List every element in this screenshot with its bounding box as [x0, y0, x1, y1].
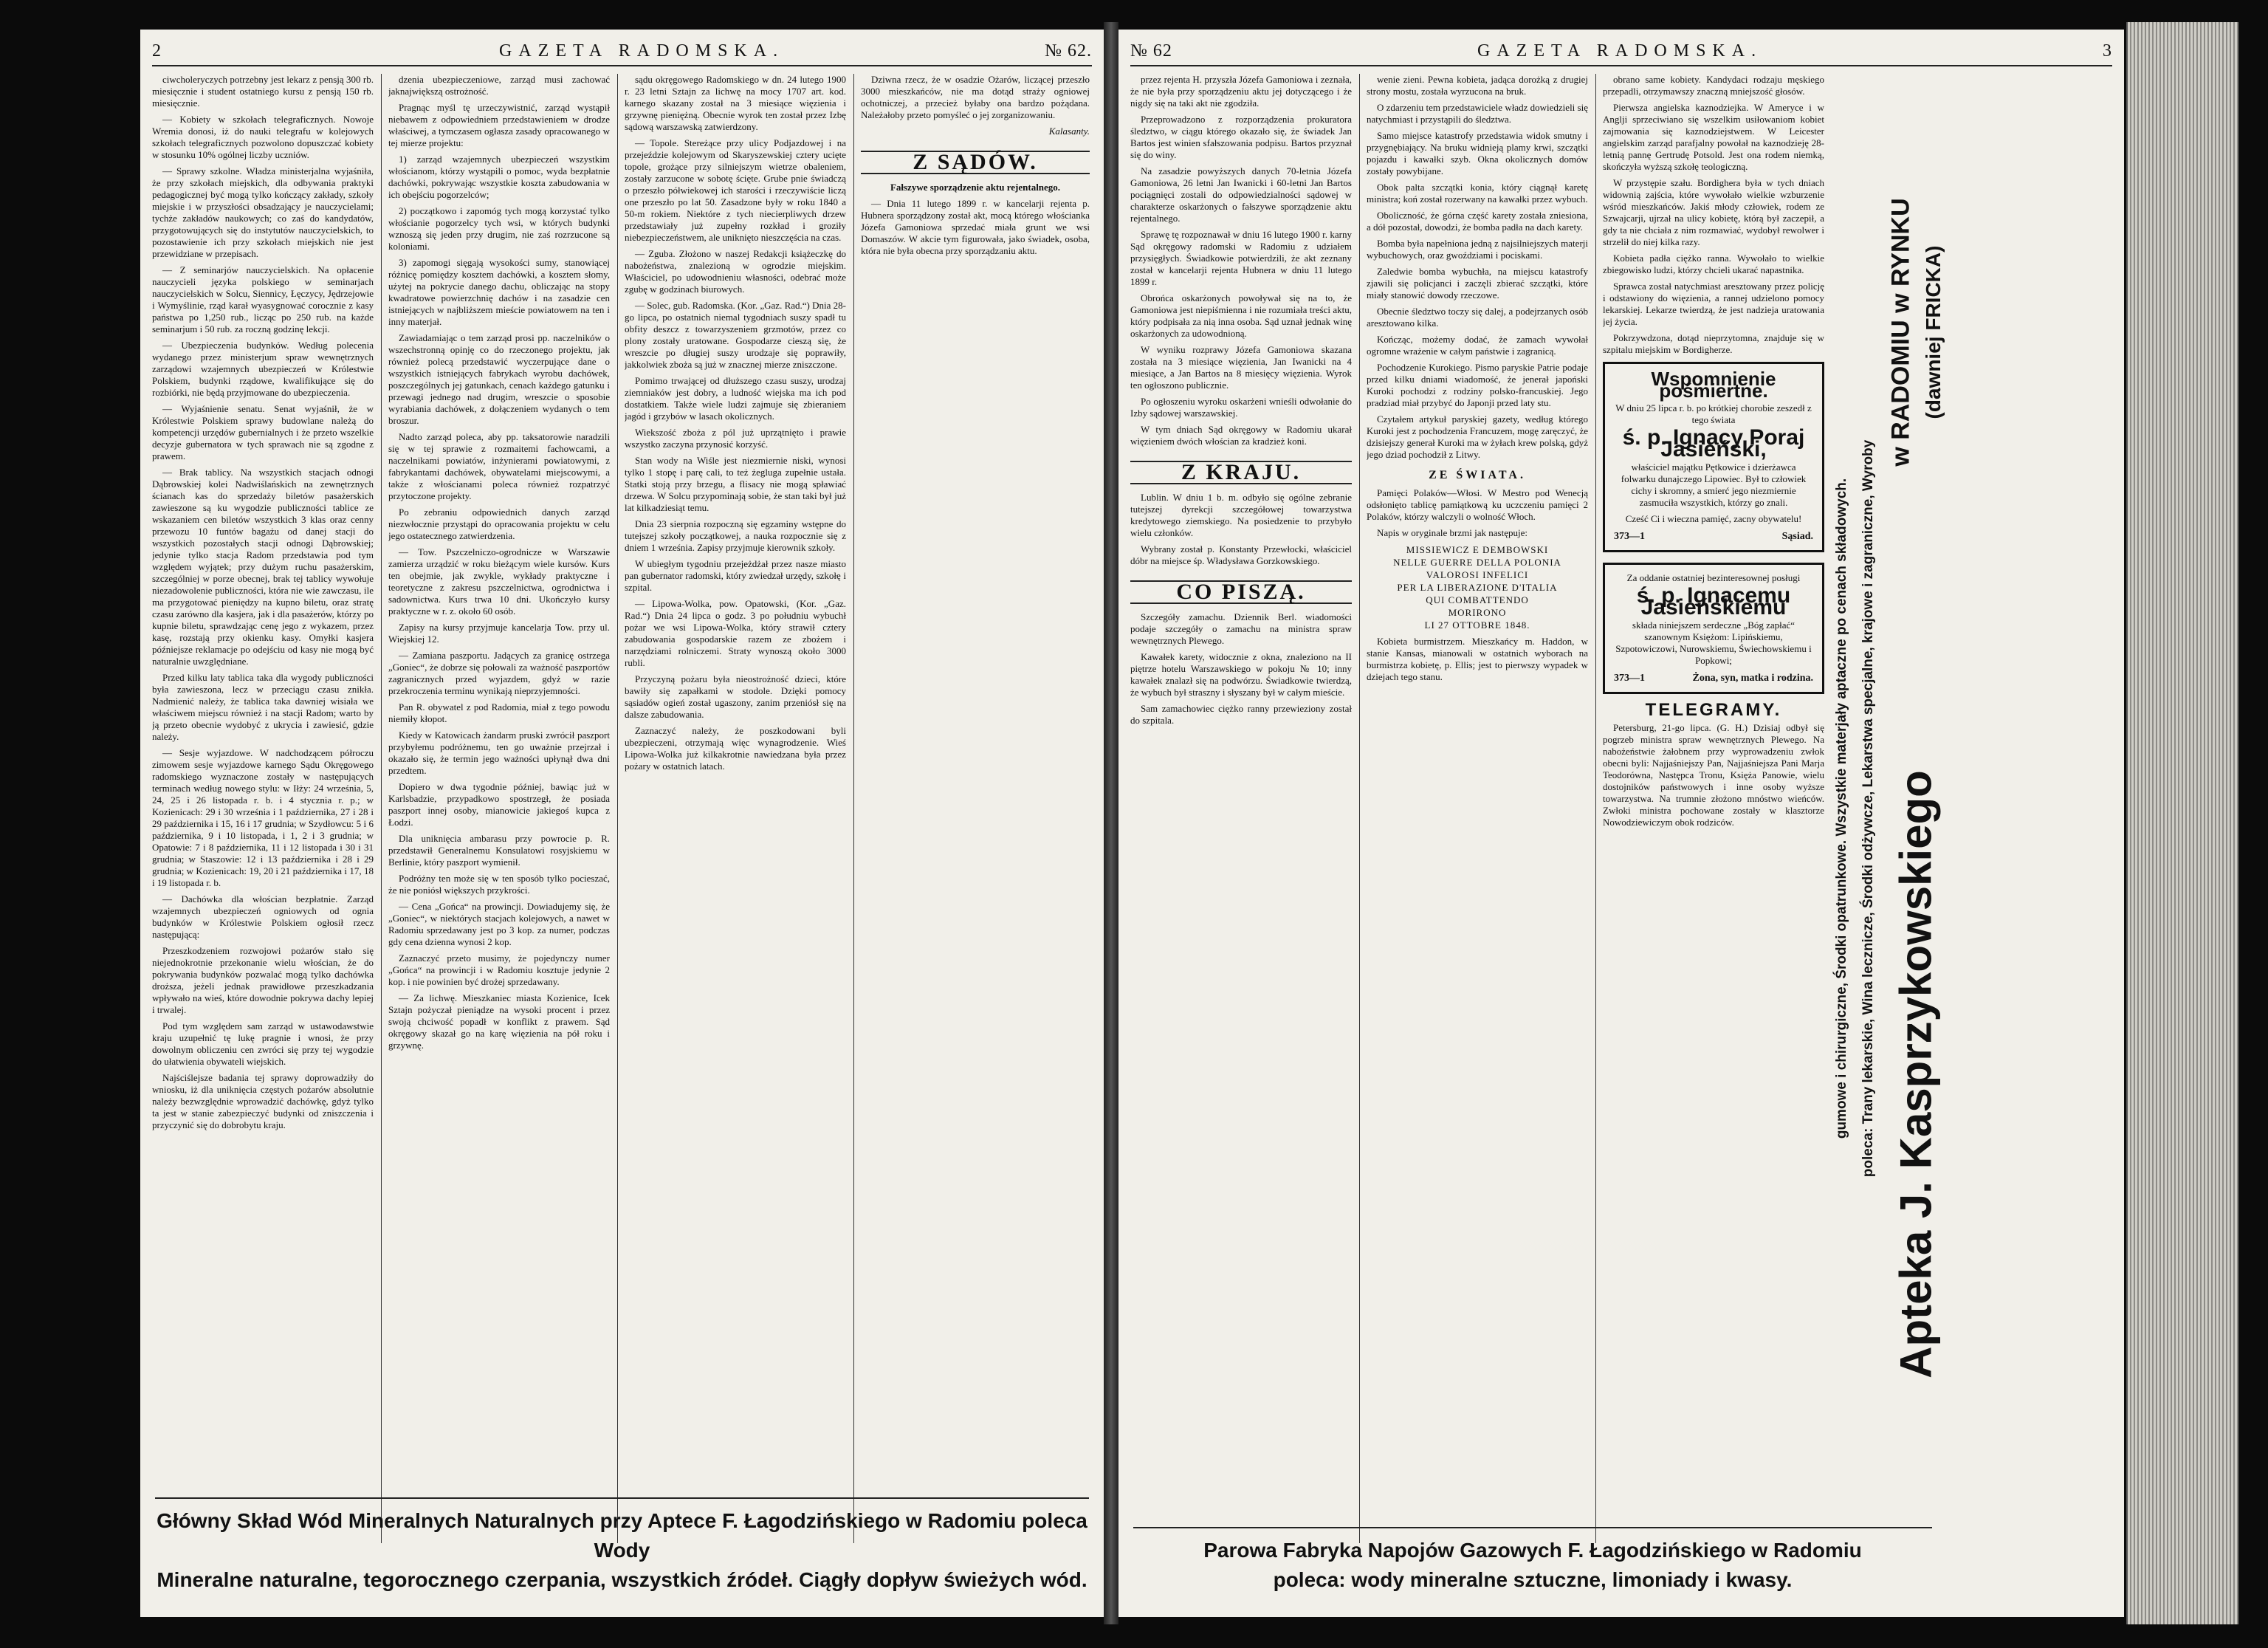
inscription-line: LI 27 OTTOBRE 1848.	[1424, 619, 1530, 631]
book-spine	[1104, 22, 1118, 1624]
thanks-deceased-name: ś. p. Ignacemu Jasieńskiemu	[1636, 583, 1791, 619]
article-paragraph: Pierwsza angielska kaznodziejka. W Ameryce i w Anglji sprzeciwiano się wszelkim usiłowaniom kobiet zajmowania się kaznodziejstwem. W Leicester angielskim zarząd parafjalny powołał na kaznodzieję 28-letnią pannę Gertrudę Potsold. Jest ona rodem niemką, skończyła wyższą szkołę teologiczną.	[1603, 102, 1824, 172]
article-paragraph: — Cena „Gońca“ na prowincji. Dowiadujemy się, że „Goniec“, w niektórych stacjach kolejowych, a nawet w Radomiu sprzedawany jest po 3 kop. za numer, podczas gdy cena dzienna wynosi 2 kop.	[388, 901, 610, 947]
products-line-2: gumowe i chirurgiczne, Środki opatrunkowe. Wszystkie materjały aptaczne po cenach składowych.	[1834, 478, 1849, 1139]
thanks-intro: Za oddanie ostatniej bezinteresownej posługi	[1626, 572, 1801, 583]
article-paragraph: W tym dniach Sąd okręgowy w Radomiu ukarał więzieniem dwóch włościan za kradzież koni.	[1130, 424, 1352, 447]
section-heading-z-kraju: Z KRAJU.	[1130, 461, 1352, 484]
section-heading-co-pisza: CO PISZĄ.	[1130, 580, 1352, 604]
article-paragraph: Sprawca został natychmiast aresztowany przez policję i odstawiony do więzienia, a rannej udzielono pomocy lekarskiej. Lekarze twierdzą, że jest nadzieja uratowania jej życia.	[1603, 281, 1824, 327]
right-running-title: GAZETA RADOMSKA.	[1477, 41, 1763, 61]
article-paragraph: Pokrzywdzona, dotąd nieprzytomna, znajduje się w szpitalu miejskim w Bordigherze.	[1603, 332, 1824, 355]
article-paragraph: — Sprawy szkolne. Władza ministerjalna wyjaśniła, że przy szkołach miejskich, dla odbywania praktyki pedagogicznej być mogą tylko kończący zakłady, szkoły miejskie i w przyszłości obsadzający je nauczycielami; tychże zakładów naukowych; co zaś do kandydatów, przygotowujących się do instytutów nauczycielskich, to pozostawienie ich przy szkołach miejskich nie jest przewidziane w przepisach.	[152, 165, 374, 259]
article-paragraph: Pod tym względem sam zarząd w ustawodawstwie kraju uzupełnić tę lukę pragnie i wnosi, że przy dowolnym obliczeniu cen zwróci się przy tej wygodzie do ułatwienia obywateli wiejskich.	[152, 1020, 374, 1067]
telegrams-heading: TELEGRAMY.	[1645, 700, 1782, 720]
products-line-1: poleca: Trany lekarskie, Wina lecznicze, Środki odżywcze, Lekarstwa specjalne, krajowe i zagraniczne, Wyroby	[1860, 439, 1876, 1178]
left-running-title: GAZETA RADOMSKA.	[499, 41, 785, 61]
memorial-inscription	[1367, 543, 1588, 631]
left-footer-advertisement	[155, 1497, 1089, 1595]
column-rule	[381, 74, 382, 1543]
column-rule	[853, 74, 854, 1543]
pharmacy-banner: Apteka J. Kasprzykowskiego	[1891, 770, 1941, 1379]
article-paragraph: Kobieta padła ciężko ranna. Wywołało to wielkie zbiegowisko ludzi, którzy chcieli ukarać napastnika.	[1603, 253, 1824, 275]
article-paragraph: Lublin. W dniu 1 b. m. odbyło się ogólne zebranie tutejszej dyrekcji szczegółowej towarzystwa kredytowego ziemskiego. Na posiedzenie to przybyło wielu członków.	[1130, 492, 1352, 538]
inscription-line: NELLE GUERRE DELLA POLONIA	[1393, 557, 1561, 568]
article-paragraph: Po ogłoszeniu wyroku oskarżeni wnieśli odwołanie do Izby sądowej warszawskiej.	[1130, 396, 1352, 419]
article-paragraph: W wyniku rozprawy Józefa Gamoniowa skazana została na 3 miesiące więzienia, Jan Iwanicki na 4 miesiące, a Jan Bartos na 8 miesięcy więzienia. Wyrok ten ogłoszono publicznie.	[1130, 344, 1352, 391]
left-issue-number: № 62.	[1045, 41, 1092, 61]
right-running-head	[1130, 40, 2112, 66]
side-ad-location	[1883, 74, 1919, 591]
article-paragraph: Stan wody na Wiśle jest niezmiernie niski, wynosi tylko 1 stopę i parę cali, to też żegluga zupełnie ustała. Statki stoją przy brzegu, a flisacy nie mogą spławiać drzewa. W Solcu przypominają sobie, że stan taki był już lat kilkadziesiąt temu.	[625, 455, 846, 513]
right-page-number: 3	[2103, 41, 2112, 61]
footer-ad-line: Mineralne naturalne, tegorocznego czerpania, wszystkich źródeł. Ciągły dopływ świeżych wód.	[157, 1568, 1087, 1591]
article-paragraph: Zaznaczyć należy, że poszkodowani byli ubezpieczeni, otrzymają więc wynagrodzenie. Wieś Lipowa-Wolka już kilkakrotnie nawiedzana była przez pożary w ostatnich latach.	[625, 725, 846, 772]
article-paragraph: Obok palta szczątki konia, który ciągnął karetę ministra; koń został rozerwany na kawałki przez wybuch.	[1367, 182, 1588, 205]
pharmacy-location: w RADOMIU w RYNKU	[1886, 198, 1915, 467]
article-paragraph: Obecnie śledztwo toczy się dalej, a podejrzanych osób aresztowano kilka.	[1367, 306, 1588, 329]
article-paragraph: Przeprowadzono z rozporządzenia prokuratora śledztwo, w ciągu którego okazało się, że świadek Jan Bartos jest winien sfałszowania podpisu. Bartos przyznał się do winy.	[1130, 114, 1352, 160]
article-paragraph: — Topole. Stereżące przy ulicy Podjazdowej i na przejeździe kolejowym od Skaryszewskiej cztery ucięte topole, grożące przy silniejszym wietrze obaleniem, zostały zarzucone w sobotę ścięte. Grube pnie świadczą o przeszło półwiekowej ich starości i rzeczywiście liczą one przeszło po lat 50. Zasadzone były w roku 1840 a 50-m rokiem. Niektóre z tych niecierpliwych drzew przedstawiały już zupełny rozkład i groziły niebezpieczeństwem, ale uniknięto nieszczęścia na czas.	[625, 137, 846, 243]
left-page-number: 2	[152, 41, 162, 61]
article-paragraph: — Sesje wyjazdowe. W nadchodzącem półroczu zimowem sesje wyjazdowe karnego Sądu Okręgowego radomskiego wyznaczone zostały w następujących terminach według nowego stylu: w Iłży: 24 września, 5, 24, 25 i 26 listopada r. b. i 4 stycznia r. p.; w Kozienicach: 29 i 30 września i 1 października, 27 i 28 i 29 października i 15, 16 i 17 grudnia; w Szydłowcu: 5 i 6 października, 9 i 10 listopada, i 1, 2 i 3 grudnia; w Opatowie: 7 i 8 października, 11 i 12 listopada i 30 i 31 grudnia; w Staszowie: 12 i 13 października i 28 i 29 grudnia; w Kozienicach: 19, 20 i 21 października i 17, 18 i 19 listopada r. b.	[152, 747, 374, 888]
pharmacy-former-name: (dawniej FRICKA)	[1922, 245, 1945, 419]
article-paragraph: Nadto zarząd poleca, aby pp. taksatorowie naradzili się w tej sprawie z rozmaitemi fachowcami, a naczelnikami powiatów, inżynierami powiatowymi, z fabrykantami dachówek, obywatelami miejscowymi, a także z włościanami poleca również rozpatrzyć przytoczone projekty.	[388, 431, 610, 501]
notice-reference: 373—1	[1614, 531, 1645, 542]
article-paragraph: — Kobiety w szkołach telegraficznych. Nowoje Wremia donosi, iż do nauki telegrafu w kolejowych szkołach telegraficznych pozwolono dopuszczać kobiety w stosunku 10% ogólnej liczby uczniów.	[152, 114, 374, 160]
article-paragraph: wenie zieni. Pewna kobieta, jadąca dorożką z drugiej strony mostu, została wyrzucona na bruk.	[1367, 74, 1588, 97]
article-paragraph: W przystępie szału. Bordighera była w tych dniach widownią zajścia, które wywołało wielkie wzburzenie wśród mieszkańców. Jakiś młody człowiek, rodem ze Szwajcarji, ujrzał na ulicy kobietę, którą był zaczepił, a gdy ta nie chciała z nim rozmawiać, wydobył rewolwer i strzelił do niej kilka razy.	[1603, 177, 1824, 247]
article-paragraph: — Za lichwę. Mieszkaniec miasta Kozienice, Icek Sztajn pożyczał pieniądze na wysoki procent i przez swoją chciwość popadł w konflikt z prawem. Sąd okręgowy skazał go na karę więzienia na pół roku i grzywnę.	[388, 992, 610, 1051]
obituary-notice	[1603, 362, 1824, 552]
article-paragraph: Pan R. obywatel z pod Radomia, miał z tego powodu niemiły kłopot.	[388, 701, 610, 724]
article-paragraph: Dnia 23 sierpnia rozpoczną się egzaminy wstępne do tutejszej szkoły początkowej, a nauka rozpocznie się z dniem 1 września. Zapisy przyjmuje kierownik szkoły.	[625, 518, 846, 553]
article-paragraph: przez rejenta H. przyszła Józefa Gamoniowa i zeznała, że nie była przy sporządzeniu aktu jej dotyczącego i że nigdy się na taki akt nie zgodziła.	[1130, 74, 1352, 109]
article-paragraph: Zawiadamiając o tem zarząd prosi pp. naczelników o wszechstronną opinję co do rzeczonego projektu, jak również polecą przedstawić wyczerpujące dane o wszystkich istniejących fabrykach wyrobu dachówek, poszczególnych jej gatunkach, cenach każdego gatunku i przewagi jednego nad drugim, wreszcie o sposobie wyrabiania dachówek, z dołączeniem wydanych o tem broszur.	[388, 332, 610, 426]
article-paragraph: — Zamiana paszportu. Jadących za granicę ostrzega „Goniec“, że dobrze się połowali za ważność paszportów zagranicznych przed wyjazdem, gdyż w razie przekroczenia terminu wynikają nieprzyjemności.	[388, 650, 610, 696]
article-paragraph: Zaznaczyć przeto musimy, że pojedynczy numer „Gońca“ na prowincji i w Radomiu kosztuje jedynie 2 kop. i nie powinien być drożej sprzedawany.	[388, 952, 610, 987]
side-ad-products-1	[1855, 74, 1882, 1543]
article-paragraph: Podróżny ten może się w ten sposób tylko pocieszać, że nie poniósł większych przykrości.	[388, 873, 610, 896]
article-paragraph: Obrońca oskarżonych powoływał się na to, że Gamoniowa jest niepiśmienna i nie rozumiała treści aktu, który podpisała za nią inna osoba. Sąd uznał jednak winę oskarżonych za udowodnioną.	[1130, 292, 1352, 339]
obituary-signature: Sąsiad.	[1781, 531, 1813, 542]
article-paragraph: 1) zarząd wzajemnych ubezpieczeń wszystkim włościanom, którzy wystąpili o pomoc, wyda bezpłatnie dachówki, pokrywając wszystkie koszta zabudowania w ich obejściu pogorzelców;	[388, 154, 610, 200]
article-paragraph: Po zebraniu odpowiednich danych zarząd niezwłocznie przystąpi do opracowania projektu w celu jego ostatecznego zatwierdzenia.	[388, 507, 610, 541]
article-paragraph: Dopiero w dwa tygodnie później, bawiąc już w Karlsbadzie, przypadkowo spostrzegł, że posiada paszport innej osoby, mianowicie jakiegoś kupca z Łodzi.	[388, 781, 610, 828]
article-paragraph: O zdarzeniu tem przedstawiciele władz dowiedzieli się natychmiast i przystąpili do śledztwa.	[1367, 102, 1588, 125]
correspondent-signature: Kalasanty.	[1048, 126, 1090, 137]
article-paragraph: Zapisy na kursy przyjmuje kancelarja Tow. przy ul. Wiejskiej 12.	[388, 622, 610, 645]
section-heading-ze-swiata: ZE ŚWIATA.	[1429, 469, 1526, 481]
telegrams-body: Petersburg, 21-go lipca. (G. H.) Dzisiaj odbył się pogrzeb ministra spraw wewnętrznych Plewego. Na nabożeństwie żałobnem przy wyprowadzeniu zwłok obecni byli: Najjaśniejszy Pan, Najjaśniejsza Pani Marja Teodorówna, Następca Tronu, Księża Panowie, wielu dostojników państwowych i inne osoby wyższe towarzystwa. Na trumnie złożono mnóstwo wieńców. Zwłoki ministra pochowane zostały w klasztorze Nowodziewiczym obok rodziców.	[1603, 722, 1824, 828]
right-issue-number: № 62	[1130, 41, 1172, 61]
notice-reference: 373—1	[1614, 673, 1645, 684]
article-paragraph: Kończąc, możemy dodać, że zamach wywołał ogromne wrażenie w całym państwie i zagranicą.	[1367, 334, 1588, 357]
column-rule	[617, 74, 618, 1543]
right-column-1	[1130, 74, 1352, 1536]
left-column-1	[152, 74, 374, 1536]
article-paragraph: Kiedy w Katowicach żandarm pruski zwrócił paszport przybyłemu podróżnemu, ten go uważnie przejrzał i okazało się, że termin jego ważności upłynął dwa dni przedtem.	[388, 729, 610, 776]
article-paragraph: 3) zapomogi sięgają wysokości sumy, stanowiącej różnicę pomiędzy kosztem dachówki, a kosztem słomy, użytej na pokrycie danego dachu, obliczając na stopy kwadratowe powierzchnię dachów i na zasadzie cen istniejących w najbliższem mieście powiatowem na ten i inny materjał.	[388, 257, 610, 327]
article-paragraph: Napis w oryginale brzmi jak następuje:	[1377, 527, 1528, 538]
article-paragraph: sądu okręgowego Radomskiego w dn. 24 lutego 1900 r. 23 letni Sztajn za lichwę na mocy 1707 art. kod. karnego skazany został na 3 miesiące więzienia i grzywnę pieniężną. Obecnie wyrok ten został przez Izbę sądową warszawską zatwierdzony.	[625, 74, 846, 132]
inscription-line: MORIRONO	[1448, 607, 1507, 618]
left-running-head	[152, 40, 1092, 66]
left-column-2	[388, 74, 610, 1536]
column-rule	[1359, 74, 1360, 1543]
side-ad-pharmacy-banner	[1883, 605, 1948, 1543]
left-page	[140, 30, 1104, 1617]
obituary-closing: Cześć Ci i wieczna pamięć, zacny obywatelu!	[1625, 513, 1802, 524]
article-paragraph: Czytałem artykuł paryskiej gazety, według którego Kuroki jest z pochodzenia Francuzem, mogę zaręczyć, że dzisiejszy generał Kuroki ma w żyłach krew polską, gdyż jego dziad pochodził z Litwy.	[1367, 413, 1588, 460]
right-footer-advertisement	[1133, 1527, 1932, 1595]
article-paragraph: Kawałek karety, widocznie z okna, znaleziono na II piętrze hotelu Warszawskiego w pokoju № 10; inny kawałek znalazł się na podwórzu. Świadkowie twierdzą, że wybuch był straszny i słyszany był w całym mieście.	[1130, 651, 1352, 698]
article-paragraph: — Dnia 11 lutego 1899 r. w kancelarji rejenta p. Hubnera sporządzony został akt, mocą którego włościanka Józefa Gamoniowa sprzedać miała grunt we wsi Domaszów. W akcie tym figurowała, jako świadek, osoba, która nie była obecna przy sporządzaniu aktu.	[861, 198, 1090, 256]
section-heading-z-sadow: Z SĄDÓW.	[861, 151, 1090, 174]
inscription-line: PER LA LIBERAZIONE D'ITALIA	[1397, 582, 1558, 593]
column-rule	[1595, 74, 1596, 1543]
article-paragraph: ciwcholeryczych potrzebny jest lekarz z pensją 300 rb. miesięcznie i student ostatniego kursu z pensją 150 rb. miesięcznie.	[152, 74, 374, 109]
inscription-line: VALOROSI INFELICI	[1426, 569, 1529, 580]
obituary-intro: W dniu 25 lipca r. b. po krótkiej chorobie zeszedł z tego świata	[1615, 402, 1812, 425]
footer-ad-line: Główny Skład Wód Mineralnych Naturalnych przy Aptece F. Łagodzińskiego w Radomiu poleca Wody	[157, 1509, 1087, 1562]
article-paragraph: Pamięci Polaków—Włosi. W Mestro pod Wenecją odsłonięto tablicę pamiątkową ku uczczeniu pamięci 2 Polaków, którzy walczyli o wolność Włoch.	[1367, 487, 1588, 522]
deceased-name: ś. p. Ignacy Poraj Jasieński,	[1622, 425, 1805, 461]
inscription-line: MISSIEWICZ E DEMBOWSKI	[1406, 544, 1549, 555]
obituary-body: właściciel majątku Pętkowice i dzierżawca folwarku dunajczego Lipowiec. Był to człowiek cichy i skromny, a smierć jego niezmiernie zasmuciła wszystkich, którzy go znali.	[1621, 461, 1807, 508]
article-paragraph: — Brak tablicy. Na wszystkich stacjach odnogi Dąbrowskiej kolei Nadwiślańskich na zewnętrznych ścianach kas do sprzedaży biletów pasażerskich zawieszone są ku wygodzie publiczności tablice ze wskazaniem cen biletów wszystkich 3 klas oraz cenny przewozu 10 funtów bagażu od danej stacji do wszystkich pozostałych stacji odnogi Dąbrowskiej; jedynie tylko stacja Radom przedstawia pod tym względem wyjątek; przy dużym ruchu pasażerskim, szczególniej w porze obecnej, brak tej tablicy wywołuje niezadowolenie publiczności, która nie wie zawczasu, ile ma przygotować pieniędzy na kupno biletu, oraz stratę czasu zarówno dla kasjera, jak i dla pasażerów, którzy po kupnie biletu, sprawdzając cenę jego z wykazem, przez kasę, rozstają przy okienku kasy. Omyłki kasjera późniejsze reklamacje po odejściu od kasy nie mogą być naturalnie uwzględniane.	[152, 467, 374, 667]
article-paragraph: Oboliczność, że górna część karety została zniesiona, a dół pozostał, dowodzi, że bomba padła na dach karety.	[1367, 210, 1588, 233]
page-stack-edge	[2126, 22, 2238, 1624]
left-column-4	[861, 74, 1090, 1536]
article-paragraph: Dla uniknięcia ambarasu przy powrocie p. R. przedstawił Generalnemu Konsulatowi rosyjskiemu w Berlinie, który paszport wymienił.	[388, 833, 610, 868]
article-paragraph: — Ubezpieczenia budynków. Według polecenia wydanego przez ministerjum spraw wewnętrznych zarządowi wzajemnych ubezpieczeń w Królestwie Polskiem, budynki rządowe, kwalifikujące się do rozbiórki, nie będą przyjmowane do ubezpieczenia.	[152, 340, 374, 398]
article-paragraph: Zaledwie bomba wybuchła, na miejscu katastrofy zjawili się policjanci i zaczęli zbierać szczątki, które miały stanowić dowody rzeczowe.	[1367, 266, 1588, 301]
right-page	[1118, 30, 2124, 1617]
article-paragraph: — Tow. Pszczelniczo-ogrodnicze w Warszawie zamierza urządzić w roku bieżącym wiele kursów. Kurs ten obejmie, jak zwykle, wykłady praktyczne i teoretyczne z zakresu pszczelnictwa, ogrodnictwa i sadownictwa. Kurs trwa 10 dni. Ukończyło kursy praktyczne w r. z. około 60 osób.	[388, 546, 610, 617]
article-paragraph: Samo miejsce katastrofy przedstawia widok smutny i przygnębiający. Na bruku widnieją plamy krwi, szczątki pojazdu i kawałki szyb. Okna okolicznych domów zostały powybijane.	[1367, 130, 1588, 176]
footer-ad-line: poleca: wody mineralne sztuczne, limoniady i kwasy.	[1273, 1568, 1793, 1591]
article-paragraph: Przyczyną pożaru była nieostrożność dzieci, które bawiły się zapałkami w stodole. Dzięki pomocy sąsiadów ogień został ugaszony, zanim przeniósł się na dalsze zabudowania.	[625, 673, 846, 720]
article-paragraph: Przed kilku laty tablica taka dla wygody publiczności była zawieszona, lecz w przeciągu czasu znikła. Nadmienić należy, że tablica taka dawniej wisiała we właściwem miejscu również i na stacji Radom; warto by ją przeto obecnie wydobyć z ukrycia i zawiesić, gdzie należy.	[152, 672, 374, 742]
article-paragraph: W ubiegłym tygodniu przejeżdżał przez nasze miasto pan gubernator radomski, który zwiedzał urzędy, szkołę i szpital.	[625, 558, 846, 593]
article-paragraph: Najściślejsze badania tej sprawy doprowadziły do wniosku, iż dla uniknięcia częstych pożarów absolutnie należy bezwzględnie wprowadzić dachówkę, gdyż tylko ta jest w stanie zabezpieczyć budynki od zniszczenia i przyczynić się do dobrobytu kraju.	[152, 1072, 374, 1130]
article-paragraph: obrano same kobiety. Kandydaci rodzaju męskiego przepadli, otrzymawszy znaczną mniejszość głosów.	[1603, 74, 1824, 97]
article-paragraph: Pomimo trwającej od dłuższego czasu suszy, urodzaj ziemniaków jest dobry, a ludność wiejska ma ich pod dostatkiem. Także wiele ludzi zajmuje się zbieraniem jagód i grzybów w lasach okolicznych.	[625, 375, 846, 422]
article-paragraph: — Solec, gub. Radomska. (Kor. „Gaz. Rad.“) Dnia 28-go lipca, po ostatnich niemal tygodniach suszy spadł tu obfity deszcz z towarzyszeniem grzmotów, przez co plony zostały uratowane. Gospodarze cieszą się, że wreszcie po długiej suszy urodzaje się poprawiły, jakkolwiek zboża są już w znacznej mierze zniszczone.	[625, 300, 846, 370]
footer-ad-line: Parowa Fabryka Napojów Gazowych F. Łagodzińskiego w Radomiu	[1203, 1539, 1862, 1562]
thanks-notice	[1603, 563, 1824, 694]
article-paragraph: Bomba była napełniona jedną z najsilniejszych materji wybuchowych, oraz gwoździami i pociskami.	[1367, 238, 1588, 261]
article-paragraph: — Lipowa-Wolka, pow. Opatowski, (Kor. „Gaz. Rad.“) Dnia 24 lipca o godz. 3 po południu wybuchł pożar we wsi Lipowa-Wolka, który strawił cztery zabudowania gospodarskie razem ze zbożem i narzędziami rolniczemi. Straty wynoszą około 3000 rubli.	[625, 598, 846, 668]
side-ad-products-2	[1829, 74, 1855, 1543]
thanks-signature: Żona, syn, matka i rodzina.	[1692, 673, 1813, 684]
article-paragraph: — Z seminarjów nauczycielskich. Na opłacenie nauczycieli języka polskiego w seminarjach nauczycielskich w Solcu, Siennicy, Łęczycy, Jędrzejowie i Wymyślinie, rząd karał wyasygnować corocznie z kasy państwa po 1,250 rub., licząc po 250 rub. na każde seminarjum i 50 rub. za roczną godzinę lekcji.	[152, 264, 374, 334]
article-paragraph: Szczegóły zamachu. Dziennik Berl. wiadomości podaje szczegóły o zamachu na ministra spraw wewnętrznych Plewego.	[1130, 611, 1352, 646]
article-paragraph: Sam zamachowiec ciężko ranny przewieziony został do szpitala.	[1130, 703, 1352, 726]
article-paragraph: dzenia ubezpieczeniowe, zarząd musi zachować jaknajwiększą ostrożność.	[388, 74, 610, 97]
article-paragraph: Wybrany został p. Konstanty Przewłocki, właściciel dóbr na miejsce śp. Władysława Gorzkowskiego.	[1130, 543, 1352, 566]
left-column-3	[625, 74, 846, 1536]
article-headline: Fałszywe sporządzenie aktu rejentalnego.	[890, 182, 1061, 193]
article-paragraph: Przeszkodzeniem rozwojowi pożarów stało się niejednokrotnie przekonanie wielu włościan, że do pokrywania budynków pozwalać mogą tylko dachówka droższa, jeżeli jednak prawidłowe przeszkadzania wpływało na wieś, które dowodnie pokrywa dachy lepiej i trwalej.	[152, 945, 374, 1015]
article-paragraph: — Zguba. Złożono w naszej Redakcji książeczkę do nabożeństwa, znalezioną w ogrodzie miejskim. Właściciel, po udowodnieniu własności, odebrać może zgubę w godzinach biurowych.	[625, 248, 846, 295]
article-paragraph: 2) początkowo i zapomóg tych mogą korzystać tylko włościanie pogorzelcy tych wsi, w których budynki wznoszą się jeden przy drugim, nie zaś rozrzucone są koloniami.	[388, 205, 610, 252]
article-paragraph: Pragnąc myśl tę urzeczywistnić, zarząd wystąpił niebawem z odpowiedniem przedstawieniem w drodze właściwej, a tymczasem ogłasza zasady opracowanego w tej mierze projektu:	[388, 102, 610, 148]
obituary-heading: Wspomnienie pośmiertne.	[1651, 368, 1776, 402]
thanks-body: składa niniejszem serdeczne „Bóg zapłać“ szanownym Księżom: Lipińskiemu, Szpotowiczowi, Nurowskiemu, Świechowskiemu i Popkowi;	[1615, 619, 1812, 666]
article-paragraph: Pochodzenie Kurokiego. Pismo paryskie Patrie podaje przed kilku dniami wiadomość, że jenerał japoński Kuroki pochodzi z rodziny polsko-francuskiej. Jego pradziad miał przybyć do Japonji przed laty stu.	[1367, 362, 1588, 408]
side-ad-former-name	[1919, 74, 1948, 591]
article-paragraph: Na zasadzie powyższych danych 70-letnia Józefa Gamoniowa, 26 letni Jan Iwanicki i 60-letni Jan Bartos pociągnięci zostali do odpowiedzialności sądowej w charakterze oskarżonych o fałszywe sporządzenie aktu rejentalnego.	[1130, 165, 1352, 224]
article-paragraph: — Dachówka dla włościan bezpłatnie. Zarząd wzajemnych ubezpieczeń ogniowych od ognia budynków w Królestwie Polskiem ogłosił rzecz następującą:	[152, 893, 374, 940]
article-paragraph: — Wyjaśnienie senatu. Senat wyjaśnił, że w Królestwie Polskiem sprawy budowlane należą do kompetencji urzędów gubernialnych i że przeto wszelkie decyzje gubernatora w tych sprawach nie są zgodne z prawem.	[152, 403, 374, 461]
inscription-line: QUI COMBATTENDO	[1426, 594, 1529, 605]
article-paragraph: Wiekszość zboża z pól już uprzątnięto i prawie wszystko zaczyna przynosić korzyść.	[625, 427, 846, 450]
article-paragraph: Sprawę tę rozpoznawał w dniu 16 lutego 1900 r. karny Sąd okręgowy radomski w Radomiu z udziałem przysięgłych. Świadkowie potwierdzili, że akt zeznany został w kancelarji rejenta Hubnera w dniu 11 lutego 1899 r.	[1130, 229, 1352, 287]
right-column-3	[1603, 74, 1824, 1536]
right-column-2	[1367, 74, 1588, 1536]
article-paragraph: Kobieta burmistrzem. Mieszkańcy m. Haddon, w stanie Kansas, mianowali w ostatnich wyborach na burmistrza kobietę, p. Ellis; jest to pierwszy wypadek w dziejach tego stanu.	[1367, 636, 1588, 682]
article-paragraph: Dziwna rzecz, że w osadzie Ożarów, liczącej przeszło 3000 mieszkańców, nie ma dotąd straży ogniowej ochotniczej, a przecież byłaby ona bardzo pożądana. Należałoby przeto pomyśleć o jej zorganizowaniu.	[861, 74, 1090, 120]
